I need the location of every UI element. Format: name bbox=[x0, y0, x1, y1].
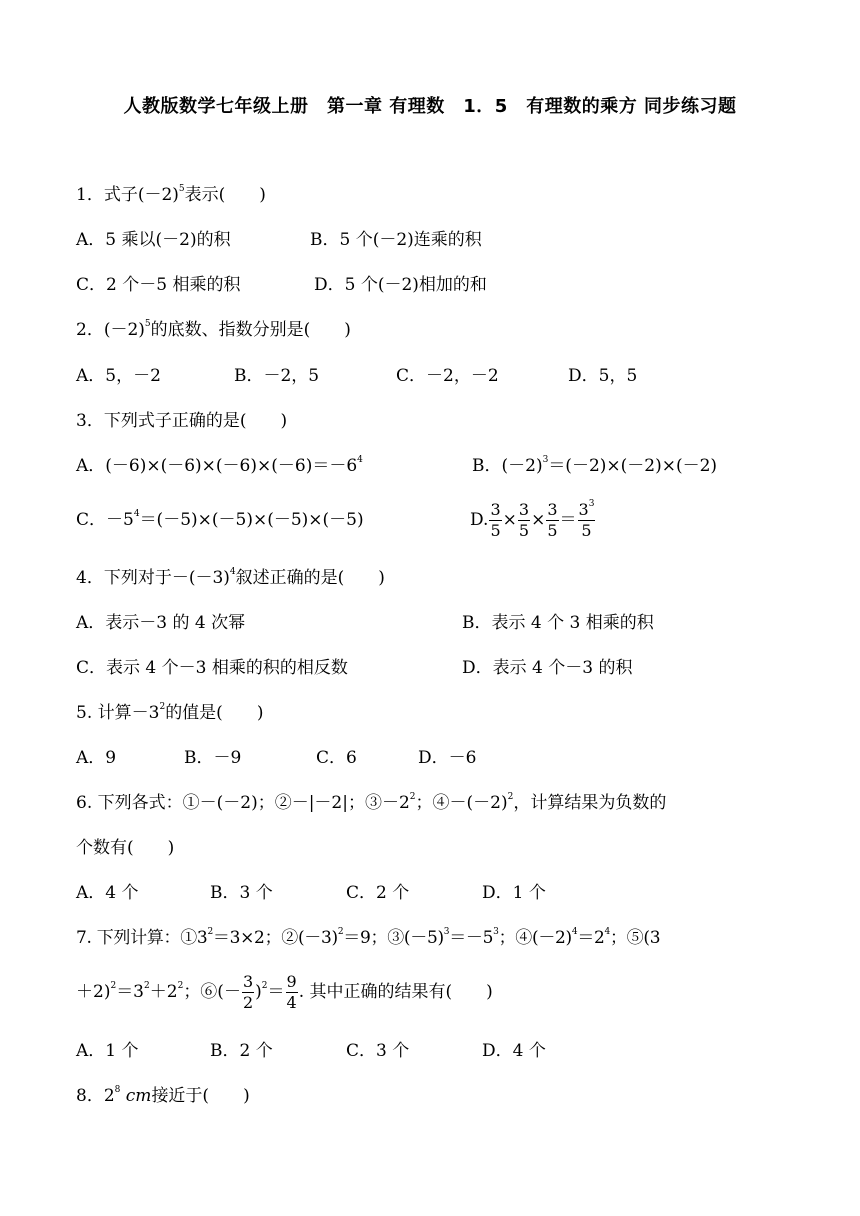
question-7-stem-line-2 bbox=[76, 968, 493, 1016]
q7-text: ；⑥(－ bbox=[183, 982, 241, 1002]
q7-text: . 其中正确的结果有( ) bbox=[298, 982, 493, 1002]
fraction-denominator: 4 bbox=[286, 993, 297, 1012]
page-title: 人教版数学七年级上册 第一章 有理数 1．5 有理数的乘方 同步练习题 bbox=[123, 96, 737, 117]
times-sign: × bbox=[531, 510, 546, 530]
q6-text: ，计算结果为负数的 bbox=[513, 793, 667, 813]
q2-option-d[interactable]: D．5，5 bbox=[568, 366, 638, 386]
q2-option-c[interactable]: C．－2，－2 bbox=[396, 366, 499, 386]
fraction-denominator: 5 bbox=[518, 521, 530, 540]
q2-exponent: 5 bbox=[144, 319, 151, 329]
exponent: 3 bbox=[588, 499, 595, 509]
q1-text: 1．式子(－2) bbox=[76, 185, 179, 205]
q3-b-text: B．(－2) bbox=[472, 456, 543, 476]
question-7-stem bbox=[76, 926, 660, 950]
q3-d-label: D. bbox=[470, 510, 489, 530]
q1-option-a[interactable]: A．5 乘以(－2)的积 bbox=[76, 230, 231, 250]
q5-text-end: 的值是( ) bbox=[165, 703, 264, 723]
fraction-denominator: 2 bbox=[242, 993, 254, 1012]
fraction bbox=[242, 972, 254, 1013]
q8-text-end: 接近于( ) bbox=[151, 1086, 250, 1106]
q3-a-text: A．(－6)×(－6)×(－6)×(－6)＝－6 bbox=[76, 456, 358, 476]
q1-option-c[interactable]: C．2 个－5 相乘的积 bbox=[76, 275, 241, 295]
q7-exponent: 4 bbox=[571, 927, 578, 937]
q3-c-text-end: ＝(－5)×(－5)×(－5)×(－5) bbox=[139, 510, 364, 530]
question-3-stem: 3．下列式子正确的是( ) bbox=[76, 411, 288, 431]
q4-option-d[interactable]: D．表示 4 个－3 的积 bbox=[462, 658, 633, 678]
q4-text-end: 叙述正确的是( ) bbox=[235, 568, 385, 588]
q6-exponent: 2 bbox=[507, 792, 514, 802]
q7-text: ＝ bbox=[267, 982, 285, 1002]
q5-option-b[interactable]: B．－9 bbox=[184, 748, 242, 768]
q6-text: ；④－(－2) bbox=[415, 793, 508, 813]
q5-option-c[interactable]: C．6 bbox=[316, 748, 357, 768]
fraction-numerator: 3 bbox=[547, 500, 558, 519]
fraction-numerator: 3 bbox=[518, 500, 530, 519]
question-5-stem bbox=[76, 701, 263, 725]
fraction bbox=[286, 972, 298, 1013]
fraction-denominator: 5 bbox=[581, 521, 592, 540]
q3-option-b[interactable] bbox=[472, 454, 717, 478]
q1-text-end: 表示( ) bbox=[184, 185, 266, 205]
fraction bbox=[518, 500, 530, 541]
q3-b-exponent: 3 bbox=[542, 455, 549, 465]
q3-option-d[interactable] bbox=[470, 496, 596, 544]
q7-exponent: 4 bbox=[604, 927, 610, 937]
q7-exponent: 2 bbox=[337, 927, 344, 937]
q1-option-b[interactable]: B．5 个(－2)连乘的积 bbox=[310, 230, 482, 250]
q6-option-b[interactable]: B．3 个 bbox=[210, 883, 273, 903]
q7-text: ＝3 bbox=[116, 982, 145, 1002]
unit-cm: cm bbox=[125, 1086, 152, 1106]
q4-option-a[interactable]: A．表示－3 的 4 次幂 bbox=[76, 613, 246, 633]
q4-exponent: 4 bbox=[229, 567, 236, 577]
q7-text: ＝3×2；②(－3) bbox=[212, 928, 338, 948]
q7-exponent: 2 bbox=[110, 981, 117, 991]
fraction-numerator: 3 bbox=[490, 500, 501, 519]
q5-text: 5. 计算－3 bbox=[76, 703, 160, 723]
q8-text: 8．2 bbox=[76, 1086, 115, 1106]
q7-text: ；⑤(3 bbox=[609, 928, 661, 948]
q3-option-c[interactable] bbox=[76, 508, 364, 532]
q8-exponent: 8 bbox=[114, 1085, 121, 1095]
q1-option-d[interactable]: D．5 个(－2)相加的和 bbox=[314, 275, 487, 295]
fraction-denominator: 5 bbox=[547, 521, 558, 540]
q7-exponent: 2 bbox=[261, 981, 268, 991]
q7-exponent: 2 bbox=[207, 927, 213, 937]
q7-exponent: 3 bbox=[493, 927, 499, 937]
q5-option-a[interactable]: A．9 bbox=[76, 748, 117, 768]
q2-option-a[interactable]: A．5，－2 bbox=[76, 366, 161, 386]
question-4-stem bbox=[76, 566, 385, 590]
q6-text: 6. 下列各式：①－(－2)；②－|－2|；③－2 bbox=[76, 793, 410, 813]
q4-option-c[interactable]: C．表示 4 个－3 相乘的积的相反数 bbox=[76, 658, 348, 678]
q7-option-a[interactable]: A．1 个 bbox=[76, 1041, 139, 1061]
question-2-stem bbox=[76, 318, 351, 342]
q6-exponent: 2 bbox=[409, 792, 416, 802]
q6-option-a[interactable]: A．4 个 bbox=[76, 883, 139, 903]
q7-option-d[interactable]: D．4 个 bbox=[482, 1041, 546, 1061]
fraction-numerator bbox=[578, 500, 596, 521]
fraction bbox=[578, 500, 596, 541]
q7-text: ) bbox=[255, 982, 262, 1002]
q3-c-exponent: 4 bbox=[133, 509, 140, 519]
q3-b-text-end: ＝(－2)×(－2)×(－2) bbox=[548, 456, 718, 476]
q4-text: 4．下列对于－(－3) bbox=[76, 568, 230, 588]
fraction-denominator: 5 bbox=[490, 521, 501, 540]
fraction-numerator: 3 bbox=[242, 972, 254, 991]
q2-option-b[interactable]: B．－2，5 bbox=[234, 366, 320, 386]
q7-text: ＝－5 bbox=[449, 928, 494, 948]
fraction bbox=[546, 500, 558, 541]
q5-exponent: 2 bbox=[159, 702, 166, 712]
q3-option-a[interactable] bbox=[76, 454, 363, 478]
question-8-stem bbox=[76, 1084, 250, 1108]
q1-exponent: 5 bbox=[178, 184, 185, 194]
q2-text: 2．(－2) bbox=[76, 320, 145, 340]
q7-option-c[interactable]: C．3 个 bbox=[346, 1041, 410, 1061]
question-6-stem-line-2: 个数有( ) bbox=[76, 838, 175, 858]
q3-c-text: C．－5 bbox=[76, 510, 134, 530]
q6-option-c[interactable]: C．2 个 bbox=[346, 883, 410, 903]
base: 3 bbox=[578, 500, 589, 519]
q7-exponent: 2 bbox=[177, 981, 184, 991]
fraction bbox=[489, 500, 501, 541]
times-sign: × bbox=[502, 510, 517, 530]
q7-text: ＋2 bbox=[149, 982, 178, 1002]
q7-text: ＋2) bbox=[76, 982, 111, 1002]
q7-option-b[interactable]: B．2 个 bbox=[210, 1041, 273, 1061]
q4-option-b[interactable]: B．表示 4 个 3 相乘的积 bbox=[462, 613, 654, 633]
q7-text: ＝2 bbox=[577, 928, 605, 948]
q5-option-d[interactable]: D．－6 bbox=[418, 748, 477, 768]
q7-exponent: 2 bbox=[144, 981, 150, 991]
q7-text: ；④(－2) bbox=[498, 928, 572, 948]
equals-sign: ＝ bbox=[559, 510, 577, 530]
q2-text-end: 的底数、指数分别是( ) bbox=[150, 320, 351, 340]
q6-option-d[interactable]: D．1 个 bbox=[482, 883, 546, 903]
question-6-stem bbox=[76, 791, 666, 815]
question-1-stem bbox=[76, 183, 266, 207]
q7-text: ＝9；③(－5) bbox=[343, 928, 444, 948]
q7-exponent: 3 bbox=[443, 927, 450, 937]
q7-text: 7. 下列计算：①3 bbox=[76, 928, 208, 948]
q3-a-exponent: 4 bbox=[357, 455, 363, 465]
fraction-numerator: 9 bbox=[286, 972, 297, 991]
